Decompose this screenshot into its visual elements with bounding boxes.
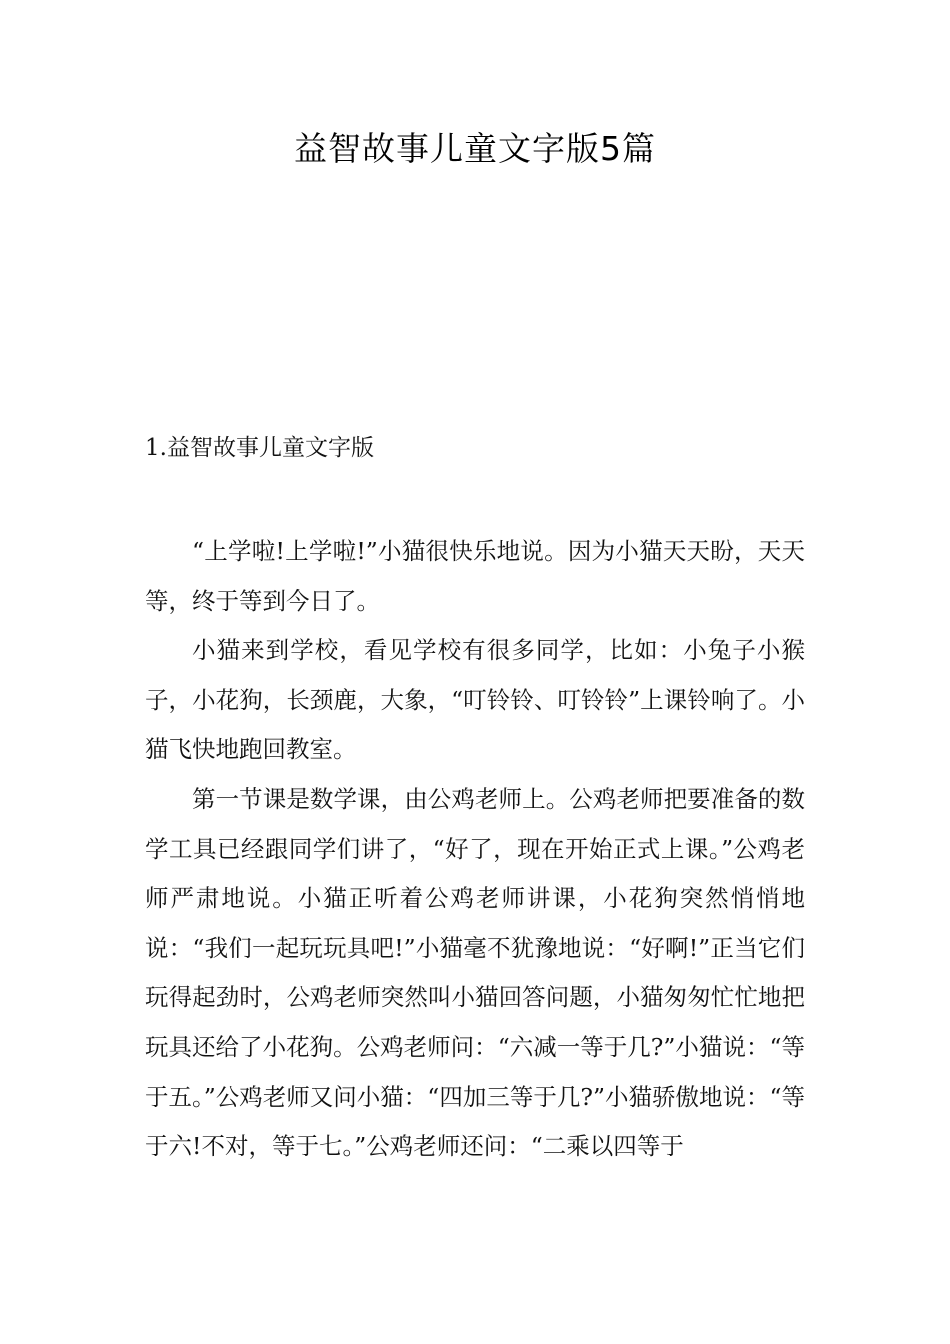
- paragraph-1: “上学啦!上学啦!”小猫很快乐地说。因为小猫天天盼，天天等，终于等到今日了。: [145, 537, 805, 615]
- paragraph-2: 小猫来到学校，看见学校有很多同学，比如：小兔子小猴子，小花狗，长颈鹿，大象，“叮铃铃、叮铃铃”上课铃响了。小猫飞快地跑回教室。: [145, 636, 805, 764]
- section-heading: 1.益智故事儿童文字版: [145, 435, 374, 461]
- document-title: 益智故事儿童文字版5篇: [294, 129, 656, 168]
- paragraph-3: 第一节课是数学课，由公鸡老师上。公鸡老师把要准备的数学工具已经跟同学们讲了，“好了，现在开始正式上课。”公鸡老师严肃地说。小猫正听着公鸡老师讲课，小花狗突然悄悄地说：“我们一起玩玩具吧!”小猫毫不犹豫地说：“好啊!”正当它们玩得起劲时，公鸡老师突然叫小猫回答问题，小猫匆匆忙忙地把玩具还给了小花狗。公鸡老师问：“六减一等于几?”小猫说：“等于五。”公鸡老师又问小猫：“四加三等于几?”小猫骄傲地说：“等于六!不对，等于七。”公鸡老师还问：“二乘以四等于: [145, 784, 805, 1161]
- story-body: [145, 527, 805, 1172]
